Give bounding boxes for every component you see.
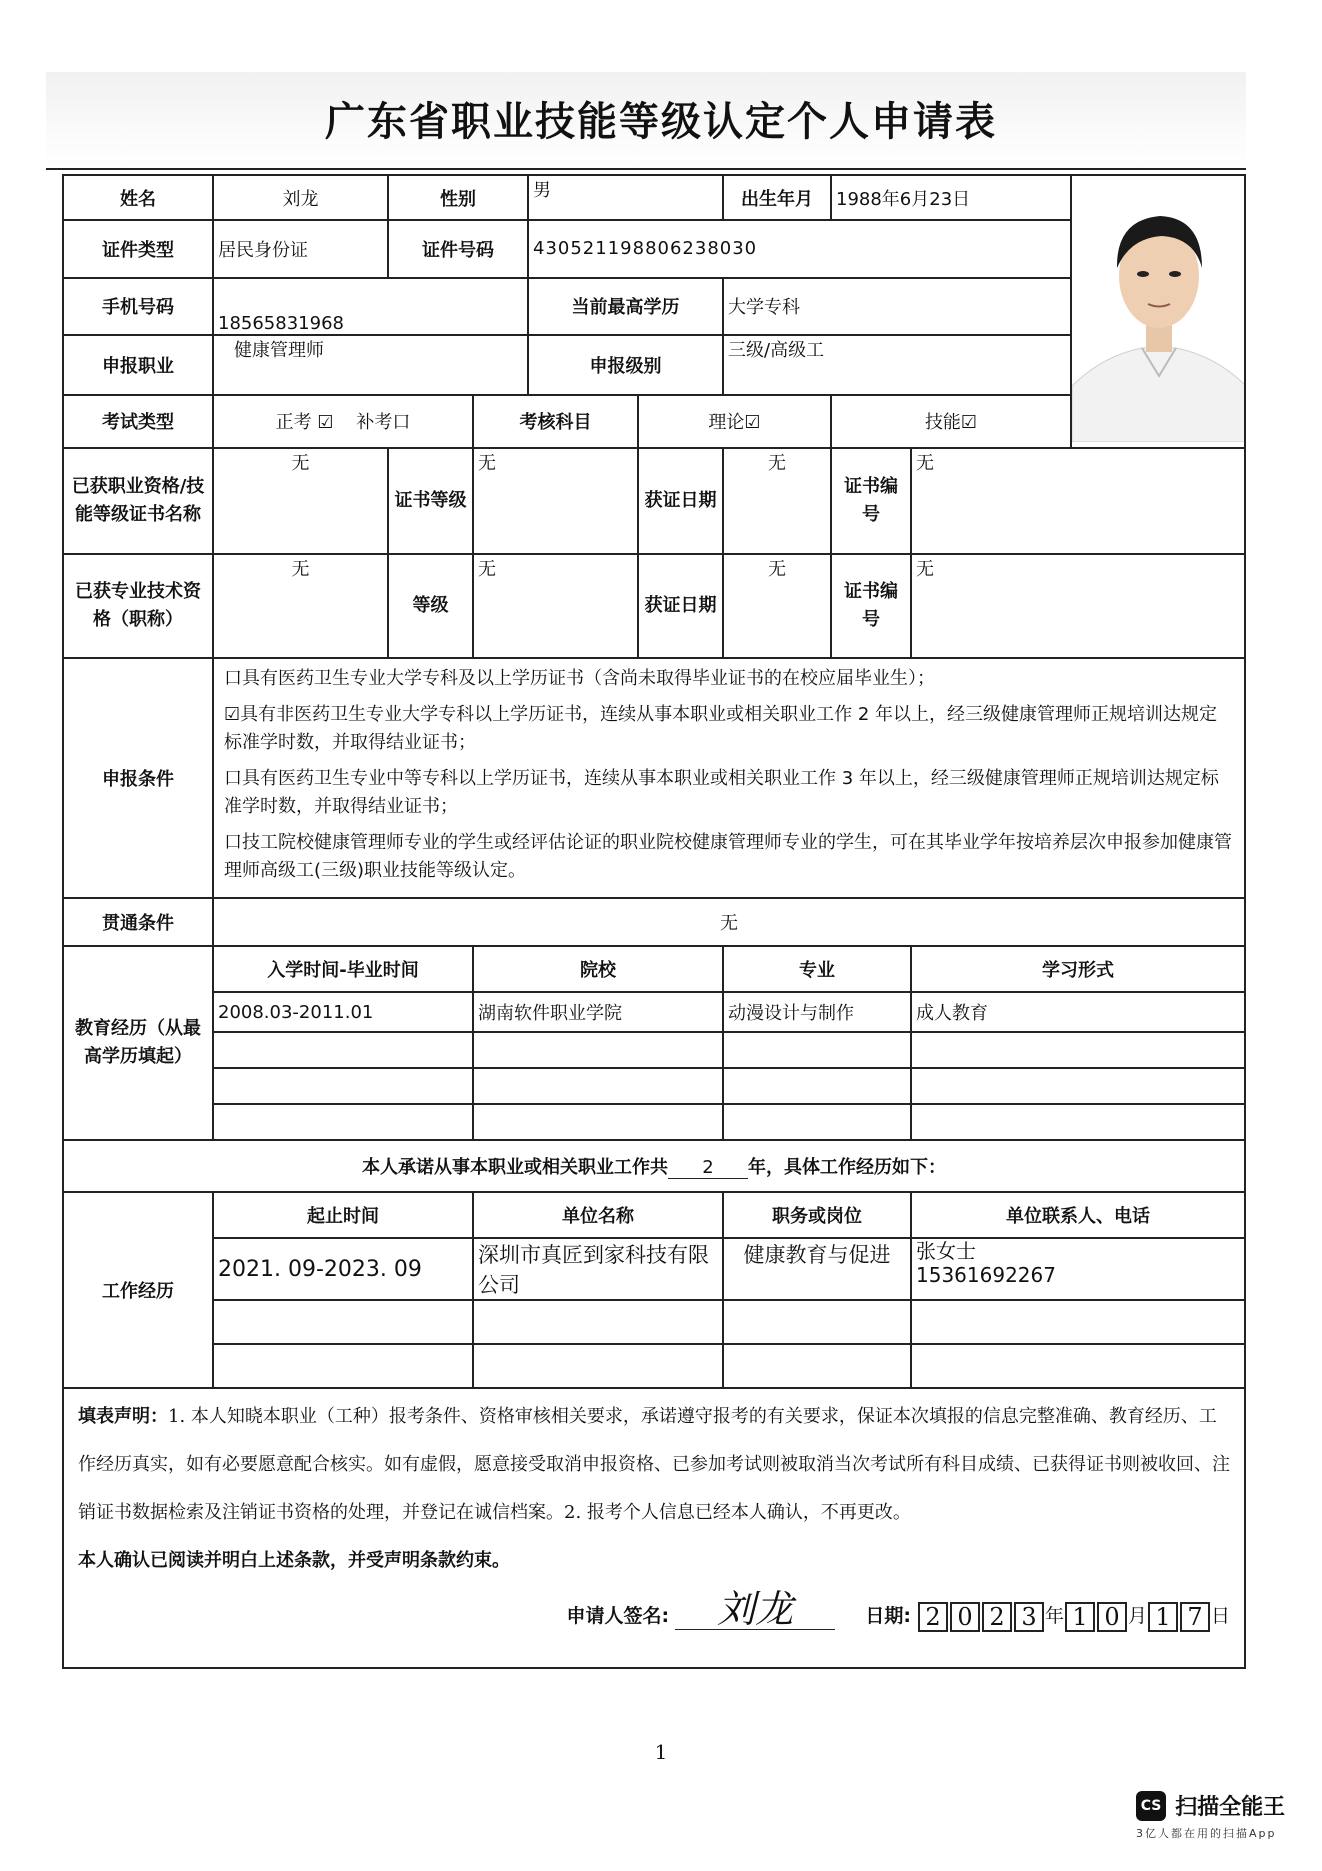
exam-type-options xyxy=(213,395,473,448)
page-number: 1 xyxy=(654,1740,668,1764)
app-name: 扫描全能王 xyxy=(1175,1795,1286,1820)
label-exam-type: 考试类型 xyxy=(63,395,213,448)
condition-item[interactable]: 口具有医药卫生专业大学专科及以上学历证书（含尚未取得毕业证书的在校应届毕业生）； xyxy=(224,668,935,689)
work-period: 2021. 09-2023. 09 xyxy=(213,1238,473,1300)
theory-checkbox[interactable]: 理论☑ xyxy=(638,395,831,448)
label-id-no: 证件号码 xyxy=(388,220,528,277)
declaration-text: 1. 本人知晓本职业（工种）报考条件、资格审核相关要求，承诺遵守报考的有关要求，保证本次填报的信息完整准确、教育经历、工作经历真实，如有必要愿意配合核实。如有虚假，愿意接受取消申报资格、已参加考试则被取消当次考试所有科目成绩、已获得证书则被收回、注销证书数据检索及注销证书资格的处理，并登记在诚信档案。2. 报考个人信息已经本人确认，不再更改。 xyxy=(78,1406,1230,1523)
date-digit[interactable]: 3 xyxy=(1014,1602,1044,1632)
label-conditions: 申报条件 xyxy=(63,658,213,898)
work-company: 深圳市真匠到家科技有限公司 xyxy=(473,1238,723,1300)
portrait-photo xyxy=(1072,176,1245,442)
work-pledge-years: 2 xyxy=(668,1157,748,1179)
label-cert-no-2: 证书编号 xyxy=(831,554,911,658)
condition-item[interactable]: 口具有医药卫生专业中等专科以上学历证书，连续从事本职业或相关职业工作 3 年以上，经三级健康管理师正规培训达规定标准学时数，并取得结业证书； xyxy=(224,768,1219,817)
declaration xyxy=(63,1388,1245,1668)
label-through: 贯通条件 xyxy=(63,898,213,946)
value-name: 刘龙 xyxy=(213,175,388,220)
camscanner-icon: CS xyxy=(1136,1791,1166,1821)
work-contact-name: 张女士 xyxy=(916,1239,976,1263)
label-cert-name: 已获职业资格/技能等级证书名称 xyxy=(63,448,213,554)
application-form xyxy=(62,174,1246,1669)
table-row xyxy=(63,1104,1245,1140)
table-row xyxy=(63,1238,1245,1300)
table-row xyxy=(63,1300,1245,1344)
condition-item[interactable]: 口技工院校健康管理师专业的学生或经评估论证的职业院校健康管理师专业的学生，可在其毕业学年按培养层次申报参加健康管理师高级工(三级)职业技能等级认定。 xyxy=(224,832,1232,881)
condition-item[interactable]: ☑具有非医药卫生专业大学专科以上学历证书，连续从事本职业或相关职业工作 2 年以上，经三级健康管理师正规培训达规定标准学时数，并取得结业证书； xyxy=(224,704,1218,753)
value-prof-title: 无 xyxy=(213,554,388,658)
id-photo xyxy=(1071,175,1245,448)
exam-makeup-checkbox[interactable]: 补考口 xyxy=(356,412,411,434)
table-row xyxy=(63,1068,1245,1104)
value-occupation: 健康管理师 xyxy=(213,335,528,395)
year-unit: 年 xyxy=(1044,1605,1064,1627)
value-education: 大学专科 xyxy=(723,278,1071,335)
date-digit[interactable]: 1 xyxy=(1148,1602,1178,1632)
skill-checkbox[interactable]: 技能☑ xyxy=(831,395,1071,448)
value-id-no: 430521198806238030 xyxy=(528,220,1071,277)
value-through: 无 xyxy=(213,898,1245,946)
month-unit: 月 xyxy=(1127,1605,1147,1627)
edu-header-major: 专业 xyxy=(723,946,911,992)
edu-mode: 成人教育 xyxy=(911,992,1245,1032)
declaration-confirm: 本人确认已阅读并明白上述条款，并受声明条款约束。 xyxy=(78,1550,510,1571)
label-exam-subject: 考核科目 xyxy=(473,395,638,448)
conditions-list xyxy=(213,658,1245,898)
label-phone: 手机号码 xyxy=(63,278,213,335)
exam-regular-checkbox[interactable]: 正考 ☑ xyxy=(275,412,334,434)
day-unit: 日 xyxy=(1211,1605,1231,1627)
label-edu-history: 教育经历（从最高学历填起） xyxy=(63,946,213,1140)
label-work-history: 工作经历 xyxy=(63,1192,213,1388)
label-obtain-date: 获证日期 xyxy=(638,448,723,554)
label-cert-level: 证书等级 xyxy=(388,448,473,554)
work-contact-phone: 15361692267 xyxy=(916,1263,1056,1287)
value-cert-no-2: 无 xyxy=(911,554,1245,658)
edu-header-period: 入学时间-毕业时间 xyxy=(213,946,473,992)
work-header-position: 职务或岗位 xyxy=(723,1192,911,1238)
edu-header-mode: 学习形式 xyxy=(911,946,1245,992)
date-digit[interactable]: 0 xyxy=(1097,1602,1127,1632)
declaration-label: 填表声明： xyxy=(78,1406,168,1427)
value-birth: 1988年6月23日 xyxy=(831,175,1071,220)
work-header-period: 起止时间 xyxy=(213,1192,473,1238)
value-obtain-date-2: 无 xyxy=(723,554,831,658)
value-obtain-date: 无 xyxy=(723,448,831,554)
work-pledge-suffix: 年，具体工作经历如下： xyxy=(748,1157,946,1178)
label-gender: 性别 xyxy=(388,175,528,220)
edu-period: 2008.03-2011.01 xyxy=(213,992,473,1032)
value-grade: 无 xyxy=(473,554,638,658)
label-id-type: 证件类型 xyxy=(63,220,213,277)
edu-major: 动漫设计与制作 xyxy=(723,992,911,1032)
sign-label: 申请人签名: xyxy=(566,1605,670,1627)
signature-row xyxy=(78,1589,1230,1640)
value-phone: 18565831968 xyxy=(213,278,528,335)
label-grade: 等级 xyxy=(388,554,473,658)
work-contact xyxy=(911,1238,1245,1300)
label-level: 申报级别 xyxy=(528,335,723,395)
value-cert-no: 无 xyxy=(911,448,1245,554)
edu-school: 湖南软件职业学院 xyxy=(473,992,723,1032)
work-pledge-prefix: 本人承诺从事本职业或相关职业工作共 xyxy=(362,1157,668,1178)
table-row xyxy=(63,1032,1245,1068)
date-digit[interactable]: 7 xyxy=(1180,1602,1210,1632)
label-name: 姓名 xyxy=(63,175,213,220)
value-gender: 男 xyxy=(528,175,723,220)
date-label: 日期: xyxy=(865,1605,911,1627)
work-header-contact: 单位联系人、电话 xyxy=(911,1192,1245,1238)
app-tagline: 3亿人都在用的扫描App xyxy=(1136,1827,1277,1840)
label-occupation: 申报职业 xyxy=(63,335,213,395)
form-title: 广东省职业技能等级认定个人申请表 xyxy=(325,99,997,145)
work-position: 健康教育与促进 xyxy=(723,1238,911,1300)
label-birth: 出生年月 xyxy=(723,175,831,220)
value-cert-name: 无 xyxy=(213,448,388,554)
edu-header-school: 院校 xyxy=(473,946,723,992)
label-education: 当前最高学历 xyxy=(528,278,723,335)
table-row xyxy=(63,1344,1245,1388)
date-digit[interactable]: 2 xyxy=(918,1602,948,1632)
value-id-type: 居民身份证 xyxy=(213,220,388,277)
work-header-company: 单位名称 xyxy=(473,1192,723,1238)
date-digit[interactable]: 1 xyxy=(1065,1602,1095,1632)
date-digit[interactable]: 0 xyxy=(950,1602,980,1632)
table-row xyxy=(63,992,1245,1032)
scanner-app-logo xyxy=(1136,1790,1285,1841)
value-level: 三级/高级工 xyxy=(723,335,1071,395)
work-pledge xyxy=(63,1140,1245,1192)
label-prof-title: 已获专业技术资格（职称） xyxy=(63,554,213,658)
date-digit[interactable]: 2 xyxy=(982,1602,1012,1632)
signature[interactable]: 刘龙 xyxy=(675,1589,835,1630)
value-cert-level: 无 xyxy=(473,448,638,554)
label-cert-no: 证书编号 xyxy=(831,448,911,554)
label-obtain-date-2: 获证日期 xyxy=(638,554,723,658)
